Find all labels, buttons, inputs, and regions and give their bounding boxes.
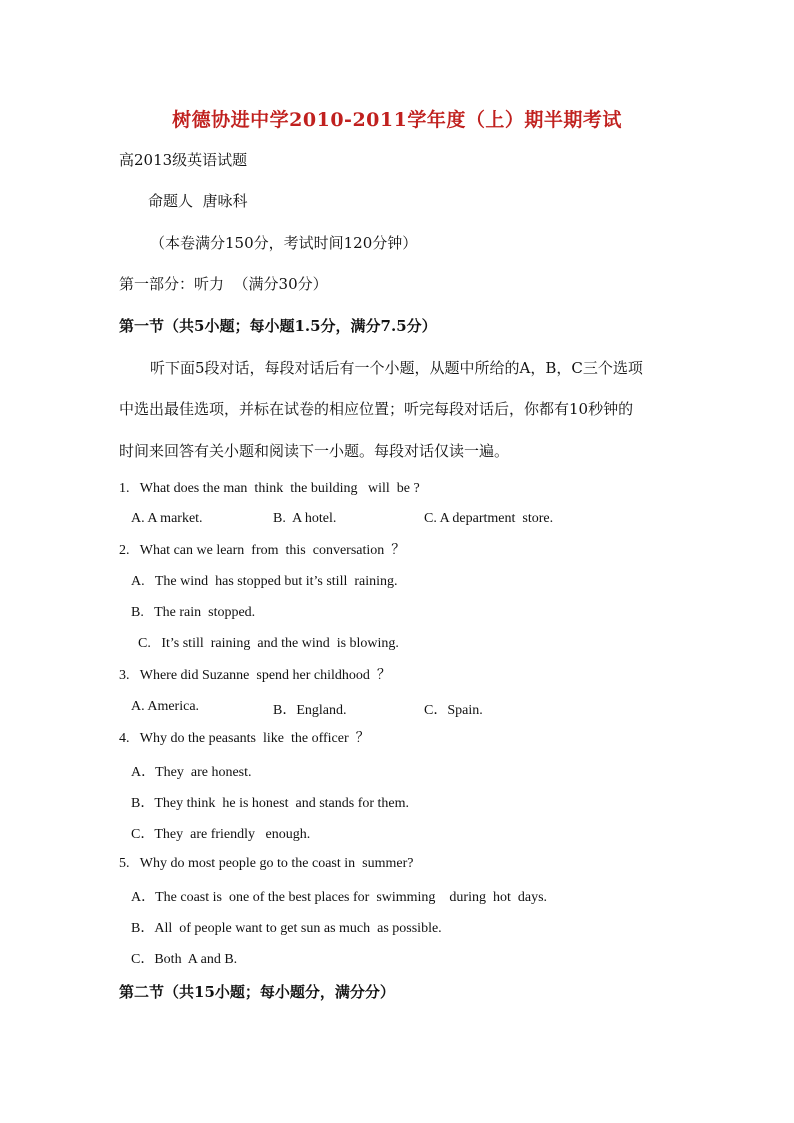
option-c: C．They are friendly enough.	[131, 827, 311, 842]
option-c: C．Spain.	[424, 703, 483, 718]
section1-heading: 第一节（共5小题；每小题1.5分，满分7.5分）	[119, 317, 437, 335]
option-a: A．The coast is one of the best places for swimming during hot days.	[131, 890, 548, 905]
part1-heading: 第一部分：听力 （满分30分）	[119, 275, 328, 293]
exam-info: （本卷满分150分，考试时间120分钟）	[150, 234, 418, 252]
option-b: B. A hotel.	[273, 511, 337, 526]
question-stem: 1. What does the man think the building will be ?	[119, 481, 420, 496]
option-c: C. It’s still raining and the wind is blowing.	[138, 636, 399, 651]
option-b: B．England.	[273, 703, 347, 718]
instruction-line: 时间来回答有关小题和阅读下一小题。每段对话仅读一遍。	[119, 442, 510, 460]
exam-title: 树德协进中学2010-2011学年度（上）期半期考试	[172, 109, 622, 131]
option-c: C. A department store.	[424, 511, 554, 526]
section2-heading: 第二节（共15小题；每小题分，满分分）	[119, 983, 395, 1001]
option-a: A. A market.	[131, 511, 203, 526]
question-stem: 4. Why do the peasants like the officer ？	[119, 731, 370, 746]
option-b: B. The rain stopped.	[131, 605, 256, 620]
exam-author: 命题人 唐咏科	[148, 192, 248, 210]
exam-subtitle: 高2013级英语试题	[119, 151, 248, 169]
question-stem: 3. Where did Suzanne spend her childhood ？	[119, 668, 391, 683]
option-a: A. The wind has stopped but it’s still raining.	[131, 574, 398, 589]
instruction-line: 中选出最佳选项，并标在试卷的相应位置；听完每段对话后，你都有10秒钟的	[119, 400, 634, 418]
question-stem: 2. What can we learn from this conversation ？	[119, 543, 406, 558]
option-a: A．They are honest.	[131, 765, 252, 780]
option-c: C．Both A and B.	[131, 952, 238, 967]
option-b: B．All of people want to get sun as much as possible.	[131, 921, 442, 936]
question-stem: 5. Why do most people go to the coast in summer?	[119, 856, 414, 871]
option-a: A. America.	[131, 699, 200, 714]
option-b: B．They think he is honest and stands for them.	[131, 796, 410, 811]
instruction-line: 听下面5段对话，每段对话后有一个小题，从题中所给的A，B，C三个选项	[150, 359, 643, 377]
